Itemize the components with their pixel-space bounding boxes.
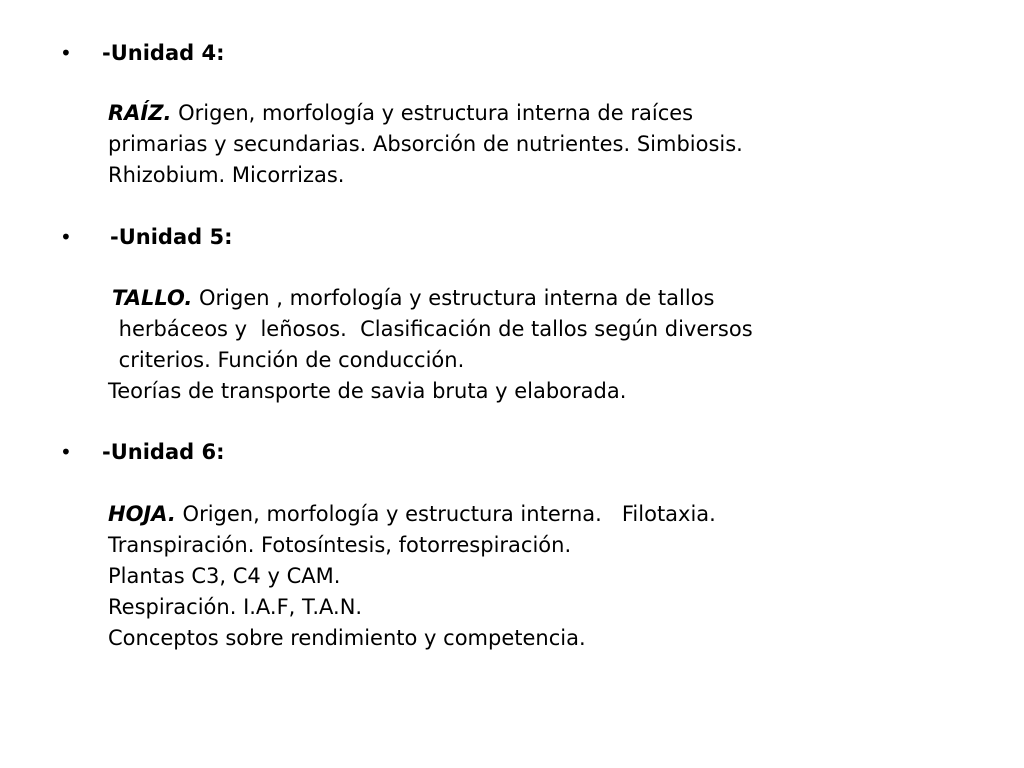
unit-6-line-4: Respiración. I.A.F, T.A.N. xyxy=(108,595,363,619)
unit-5-text-1: Origen , morfología y estructura interna de tallos xyxy=(192,286,715,310)
bullet-icon: • xyxy=(60,440,72,464)
unit-4-line-1 xyxy=(108,98,693,128)
unit-4-line-2: primarias y secundarias. Absorción de nutrientes. Simbiosis. xyxy=(108,132,743,156)
unit-6-line-1 xyxy=(108,499,716,529)
unit-5-heading: -Unidad 5: xyxy=(110,225,233,249)
unit-6-heading: -Unidad 6: xyxy=(102,440,225,464)
unit-5-line-3: criterios. Función de conducción. xyxy=(112,348,465,372)
unit-5-line-4: Teorías de transporte de savia bruta y elaborada. xyxy=(108,379,627,403)
unit-5-line-1 xyxy=(112,283,714,313)
unit-5-line-2: herbáceos y leñosos. Clasificación de tallos según diversos xyxy=(112,317,753,341)
unit-6-line-3: Plantas C3, C4 y CAM. xyxy=(108,564,341,588)
unit-6-topic: HOJA. xyxy=(108,502,176,526)
bullet-icon: • xyxy=(60,41,72,65)
unit-4-topic: RAÍZ. xyxy=(108,101,172,125)
unit-4-heading: -Unidad 4: xyxy=(102,41,225,65)
unit-4-text-1: Origen, morfología y estructura interna de raíces xyxy=(171,101,694,125)
unit-4-line-3: Rhizobium. Micorrizas. xyxy=(108,163,345,187)
unit-6-line-2: Transpiración. Fotosíntesis, fotorrespiración. xyxy=(108,533,572,557)
unit-6-text-1: Origen, morfología y estructura interna. Filotaxia. xyxy=(175,502,716,526)
bullet-icon: • xyxy=(60,225,72,249)
unit-5-topic: TALLO. xyxy=(112,286,193,310)
unit-6-line-5: Conceptos sobre rendimiento y competencia. xyxy=(108,626,586,650)
